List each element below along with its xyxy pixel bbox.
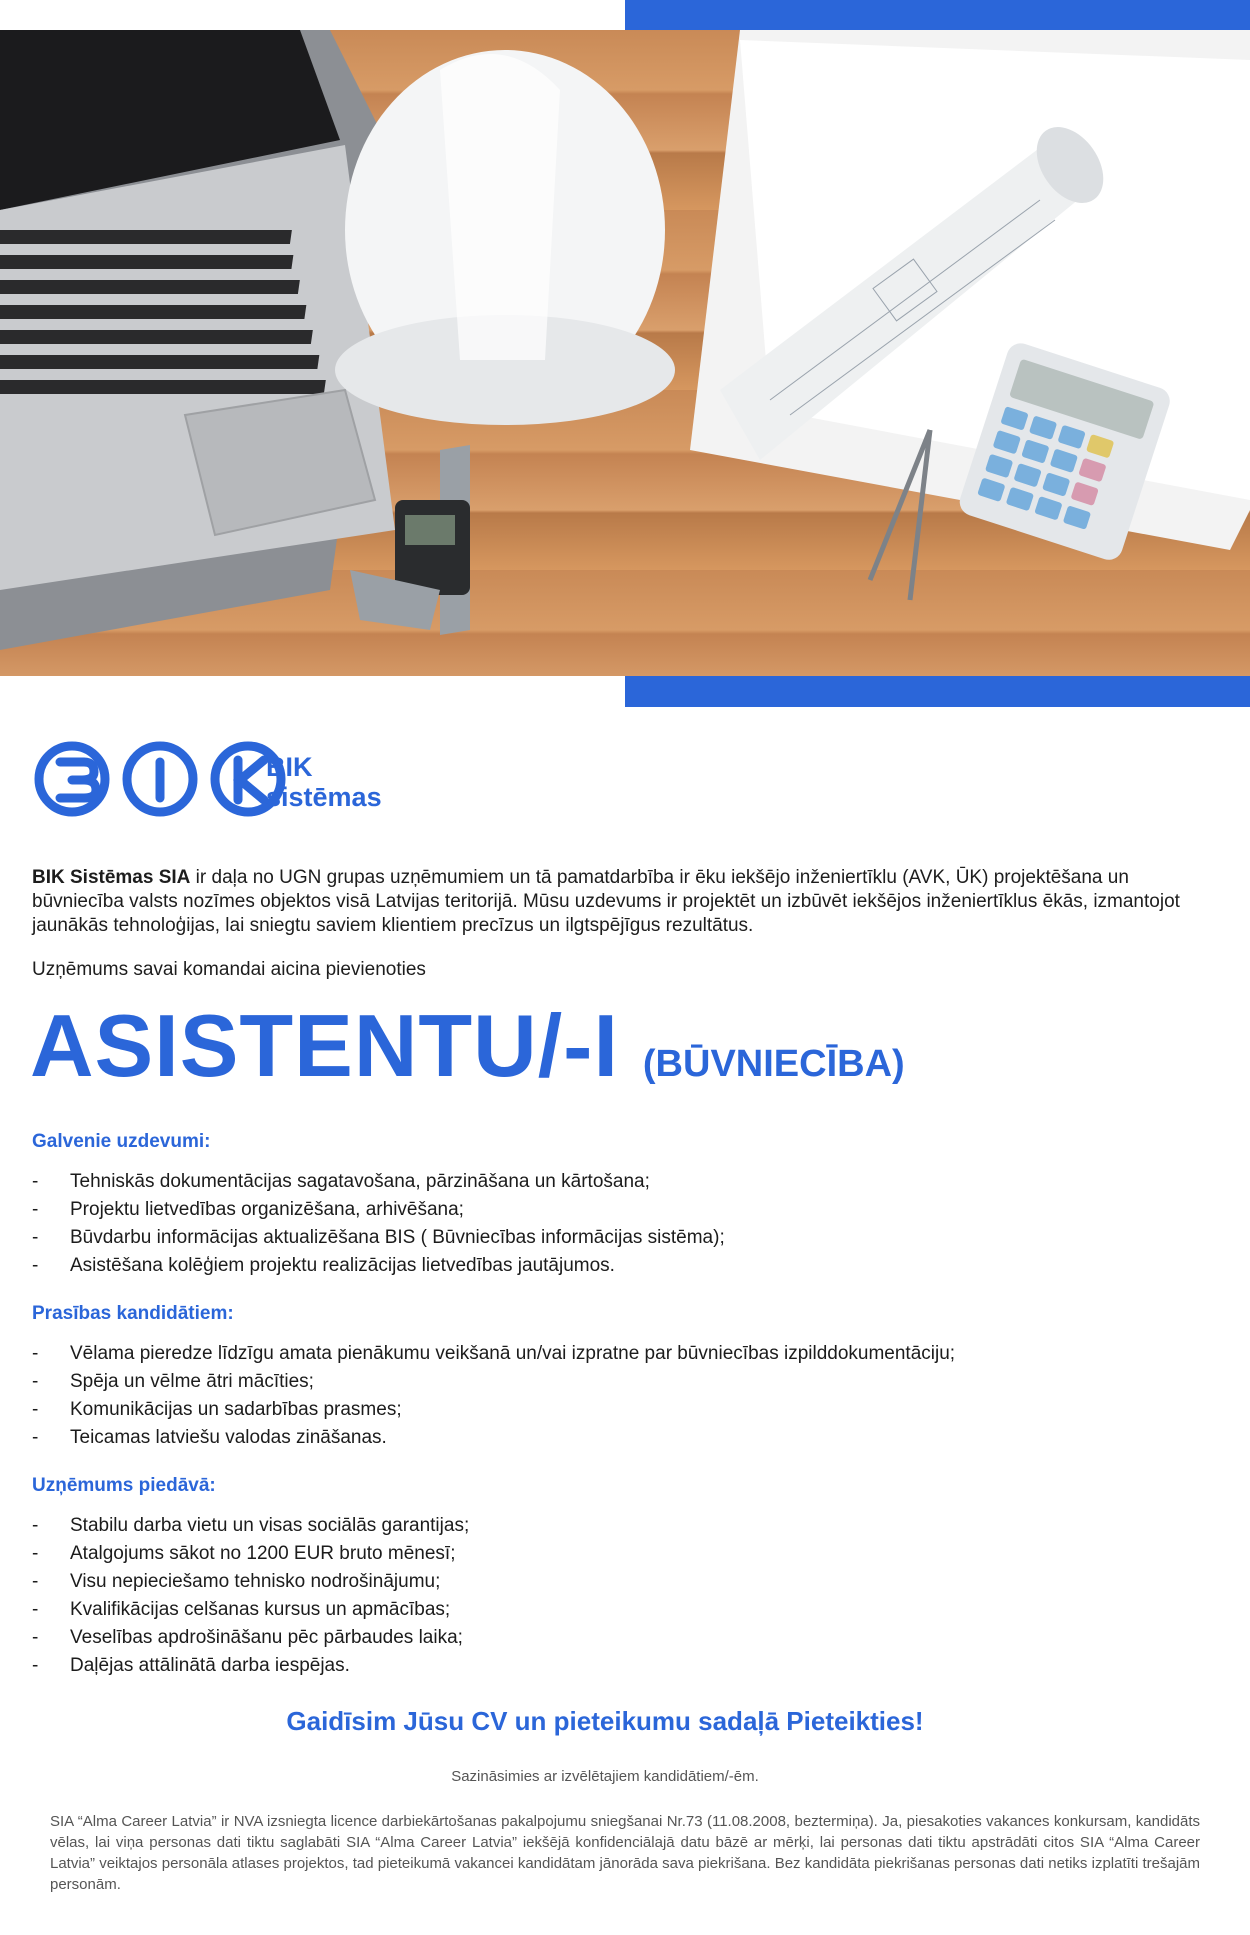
invite-text: Uzņēmums savai komandai aicina pievienoties (32, 959, 426, 980)
section-heading: Galvenie uzdevumi: (32, 1131, 211, 1152)
list-item (32, 1196, 1218, 1224)
company-name: BIK Sistēmas SIA (32, 867, 191, 888)
list-item (32, 1540, 1218, 1568)
bullet-dash: - (32, 1627, 39, 1648)
list-item (32, 1224, 1218, 1252)
list-item (32, 1568, 1218, 1596)
bullet-dash: - (32, 1171, 39, 1192)
bullet-dash: - (32, 1599, 39, 1620)
contact-note: Sazināsimies ar izvēlētajiem kandidātiem/-ēm. (451, 1768, 759, 1785)
job-title (30, 995, 905, 1097)
task-list (32, 1168, 1218, 1280)
section-heading: Prasības kandidātiem: (32, 1303, 234, 1324)
bullet-dash: - (32, 1255, 39, 1276)
desk-illustration (0, 30, 1250, 676)
list-item-text: Visu nepieciešamo tehnisko nodrošinājumu; (70, 1571, 441, 1592)
top-accent-bar (625, 0, 1250, 30)
list-item (32, 1652, 1218, 1680)
requirements-list (32, 1340, 1218, 1452)
list-item-text: Vēlama pieredze līdzīgu amata pienākumu veikšanā un/vai izpratne par būvniecības izpilddokumentāciju; (70, 1343, 956, 1364)
list-item-text: Kvalifikācijas celšanas kursus un apmācības; (70, 1599, 451, 1620)
bullet-dash: - (32, 1655, 39, 1676)
offer-list (32, 1512, 1218, 1680)
bullet-dash: - (32, 1343, 39, 1364)
intro-text: ir daļa no UGN grupas uzņēmumiem un tā pamatdarbība ir ēku iekšējo inženiertīklu (AVK, ŪK) projektēšana un būvniecība valsts nozīmes objektos visā Latvijas teritorijā. Mūsu uzdevums ir projektēt un izbūvēt iekšējos inženiertīklus ēkās, izmantojot jaunākās tehnoloģijas, lai sniegtu saviem klientiem precīzus un ilgtspējīgus rezultātus. (32, 867, 1180, 936)
list-item-text: Projektu lietvedības organizēšana, arhivēšana; (70, 1199, 464, 1220)
bullet-dash: - (32, 1571, 39, 1592)
logo-line-1: BIK (266, 752, 313, 782)
call-to-action: Gaidīsim Jūsu CV un pieteikumu sadaļā Pieteikties! (286, 1706, 924, 1736)
list-item-text: Teicamas latviešu valodas zināšanas. (70, 1427, 387, 1448)
bullet-dash: - (32, 1543, 39, 1564)
legal-notice: SIA “Alma Career Latvia” ir NVA izsniegta licence darbiekārtošanas pakalpojumu sniegšanai Nr.73 (11.08.2008, beztermiņa). Ja, piesakoties vakances konkursam, kandidāts vēlas, lai viņa personas dati tiktu saglabāti SIA “Alma Career Latvia” iekšējā konfidenciālajā datu bāzē ar mērķi, lai personas dati tiktu apstrādāti citos SIA “Alma Career Latvia” veiktajos personāla atlases projektos, tad pieteikumā vakancei kandidātam jānorāda sava piekrišana. Bez kandidāta piekrišanas personas dati netiks izplatīti trešajām personām. (50, 1813, 1200, 1893)
list-item-text: Komunikācijas un sadarbības prasmes; (70, 1399, 402, 1420)
company-intro (32, 866, 1218, 938)
section-heading: Uzņēmums piedāvā: (32, 1475, 216, 1496)
bullet-dash: - (32, 1427, 39, 1448)
list-item (32, 1340, 1218, 1368)
list-item (32, 1424, 1218, 1452)
bullet-dash: - (32, 1399, 39, 1420)
list-item-text: Atalgojums sākot no 1200 EUR bruto mēnesī; (70, 1543, 456, 1564)
list-item-text: Būvdarbu informācijas aktualizēšana BIS ( Būvniecības informācijas sistēma); (70, 1227, 725, 1248)
section-requirements (32, 1302, 1218, 1452)
logo-line-2: sistēmas (266, 782, 382, 812)
hero-image (0, 30, 1250, 676)
section-offer (32, 1474, 1218, 1680)
list-item-text: Tehniskās dokumentācijas sagatavošana, pārzināšana un kārtošana; (70, 1171, 650, 1192)
bullet-dash: - (32, 1371, 39, 1392)
bullet-dash: - (32, 1515, 39, 1536)
list-item (32, 1368, 1218, 1396)
list-item-text: Asistēšana kolēģiem projektu realizācijas lietvedības jautājumos. (70, 1255, 615, 1276)
logo-wordmark (266, 752, 382, 812)
list-item (32, 1396, 1218, 1424)
bullet-dash: - (32, 1199, 39, 1220)
bullet-dash: - (32, 1227, 39, 1248)
list-item-text: Stabilu darba vietu un visas sociālās garantijas; (70, 1515, 470, 1536)
job-title-main: ASISTENTU/-I (30, 996, 619, 1095)
section-main-tasks (32, 1130, 1218, 1280)
list-item (32, 1168, 1218, 1196)
job-title-sub: (BŪVNIECĪBA) (642, 1043, 905, 1085)
list-item-text: Daļējas attālinātā darba iespējas. (70, 1655, 350, 1676)
list-item-text: Spēja un vēlme ātri mācīties; (70, 1371, 314, 1392)
list-item (32, 1512, 1218, 1540)
list-item (32, 1624, 1218, 1652)
list-item (32, 1252, 1218, 1280)
list-item-text: Veselības apdrošināšanu pēc pārbaudes laika; (70, 1627, 463, 1648)
list-item (32, 1596, 1218, 1624)
bottom-accent-bar (625, 676, 1250, 707)
